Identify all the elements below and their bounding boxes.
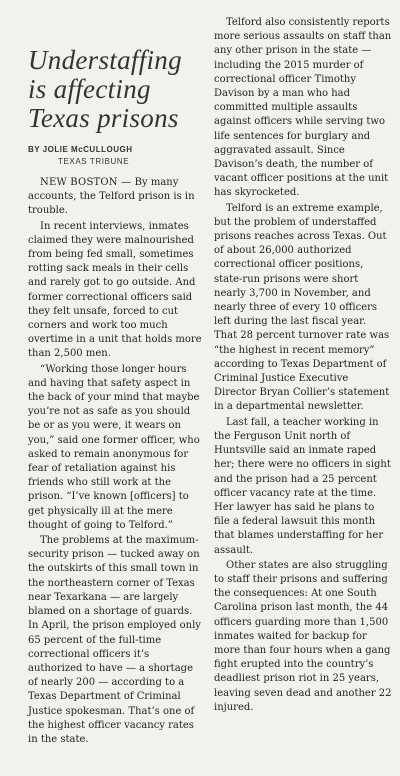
paragraph: Other states are also struggling to staff their prisons and suffering the consequences: At one South Carolina prison last month, the 44 officers guarding more than 1,500 inmates waited for backup for more than four hours when a gang fight erupted into the country’s deadliest prison riot in 25 years, leaving seven dead and another 22 injured. xyxy=(214,559,392,713)
outlet-name: TEXAS TRIBUNE xyxy=(58,157,130,166)
headline-line-1: Understaffing xyxy=(28,45,182,75)
byline-block xyxy=(28,145,203,166)
dateline: NEW BOSTON — xyxy=(40,177,135,188)
paragraph: The problems at the maximum-security prison — tucked away on the outskirts of this small town in the northeastern corner of Texas near Texarkana — are largely blamed on a shortage of guards. In April, the prison employed only 65 percent of the full-time correctional officers it’s authorized to have — a shortage of nearly 200 — according to a Texas Department of Criminal Justice spokesman. That’s one of the highest officer vacancy rates in the state. xyxy=(28,535,201,745)
headline-line-3: Texas prisons xyxy=(28,103,179,133)
paragraph: Last fall, a teacher working in the Ferguson Unit north of Huntsville said an inmate raped her; there were no officers in sight and the prison had a 25 percent officer vacancy rate at the time. Her lawyer has said he plans to file a federal lawsuit this month that blames understaffing for her assault. xyxy=(214,416,391,556)
headline xyxy=(28,46,203,133)
left-column xyxy=(28,0,203,747)
paragraph-text: By many accounts, the Telford prison is in trouble. xyxy=(28,177,195,217)
paragraph: In recent interviews, inmates claimed they were malnourished from being fed small, sometimes rotting sack meals in their cells and rarely got to go outside. And former correctional officers said they felt unsafe, forced to cut corners and work too much overtime in a unit that holds more than 2,500 men. xyxy=(28,220,202,360)
right-column xyxy=(214,0,392,715)
paragraph: Telford also consistently reports more serious assaults on staff than any other prison in the state — including the 2015 murder of correctional officer Timothy Davison by a man who had committed multiple assaults against officers while serving two life sentences for burglary and aggravated assault. Since Davison’s death, the number of vacant officer positions at the unit has skyrocketed. xyxy=(214,17,392,199)
headline-line-2: is affecting xyxy=(28,74,151,104)
paragraph: “Working those longer hours and having that safety aspect in the back of your mind that maybe you’re not as safe as you should be or as you were, it wears on you,” said one former officer, who asked to remain anonymous for fear of retaliation against his friends who still work at the prison. “I’ve known [officers] to get physically ill at the mere thought of going to Telford.” xyxy=(28,363,200,531)
byline: BY JOLIE McCULLOUGH xyxy=(28,145,133,154)
paragraph: Telford is an extreme example, but the problem of understaffed prisons reaches across Texas. Out of about 26,000 authorized correctional officer positions, state-run prisons were short nearly 3,700 in November, and nearly three of every 10 officers left during the last fiscal year. That 28 percent turnover rate was “the highest in recent memory” according to Texas Department of Criminal Justice Executive Director Bryan Collier’s statement in a departmental newsletter. xyxy=(214,202,390,413)
paragraph xyxy=(28,176,203,219)
